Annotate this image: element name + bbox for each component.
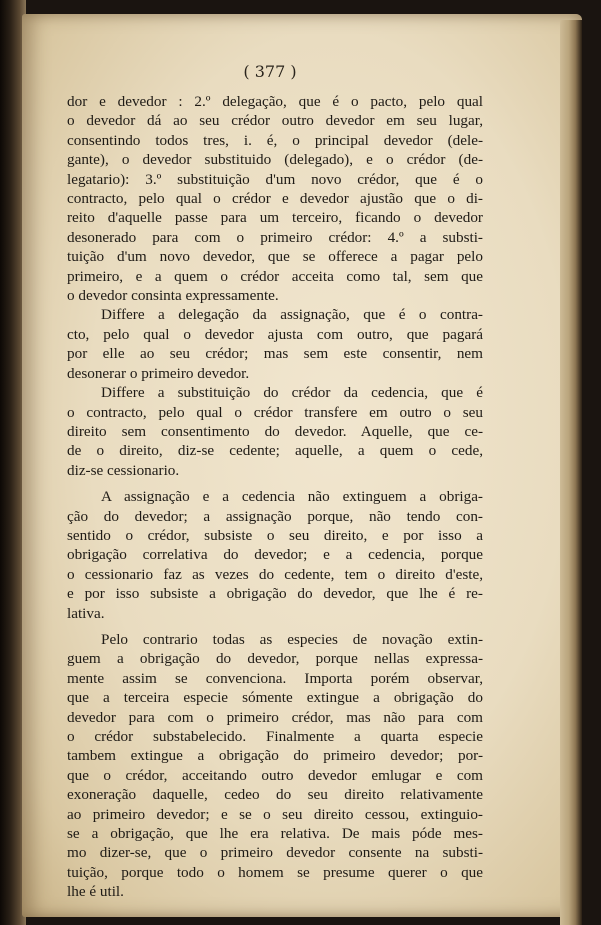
text-line: Differe a substituição do crédor da cedencia, que é	[101, 384, 483, 402]
text-line: por elle ao seu crédor; mas sem este consentir, nem	[67, 345, 483, 363]
text-line: A assignação e a cedencia não extinguem a obriga-	[101, 488, 483, 506]
text-line: Pelo contrario todas as especies de novação extin-	[101, 630, 483, 648]
text-line: reito d'aquelle passe para um terceiro, ficando o devedor	[67, 209, 483, 227]
text-line: guem a obrigação do devedor, porque nellas expressa-	[67, 650, 483, 668]
text-line: o devedor consinta expressamente.	[67, 287, 279, 305]
text-line: sentido o crédor, subsiste o seu direito, e por isso a	[67, 526, 483, 544]
text-line: dor e devedor : 2.º delegação, que é o pacto, pelo qual	[67, 93, 483, 110]
page-edge-shadow	[560, 20, 582, 925]
text-line: exoneração daquelle, cedeo do seu direito relativamente	[67, 786, 483, 804]
text-line: de o direito, diz-se cedente; aquelle, a quem o cede,	[67, 442, 483, 460]
page-text	[67, 92, 483, 902]
text-line: consentindo todos tres, i. é, o principal devedor (dele-	[67, 131, 483, 149]
text-line: lativa.	[67, 604, 105, 622]
text-line: desonerado para com o primeiro crédor: 4.º a substi-	[67, 228, 483, 246]
text-line: tambem extingue a obrigação do primeiro devedor; por-	[67, 747, 483, 765]
text-line: se a obrigação, que lhe era relativa. De mais póde mes-	[67, 825, 483, 843]
text-line: e por isso subsiste a obrigação do devedor, que lhe é re-	[67, 585, 483, 603]
paragraph-4	[67, 487, 483, 623]
text-line: Differe a delegação da assignação, que é o contra-	[101, 306, 483, 324]
text-line: lhe é util.	[67, 883, 124, 901]
text-line: legatario): 3.º substituição d'um novo crédor, que é o	[67, 170, 483, 188]
paragraph-3	[67, 383, 483, 480]
text-line: mente assim se convenciona. Importa porém observar,	[67, 669, 483, 687]
text-line: o devedor dá ao seu crédor outro devedor em seu lugar,	[67, 112, 483, 130]
text-line: contracto, pelo qual o crédor e devedor ajustão que o di-	[67, 190, 483, 208]
text-line: desonerar o primeiro devedor.	[67, 364, 250, 382]
text-line: diz-se cessionario.	[67, 461, 180, 479]
text-line: que o crédor, acceitando outro devedor emlugar e com	[67, 766, 483, 784]
text-line: primeiro, e a quem o crédor acceita como tal, sem que	[67, 267, 483, 285]
text-line: ao primeiro devedor; e se o seu direito cessou, extinguio-	[67, 805, 483, 823]
text-line: direito sem consentimento do devedor. Aquelle, que ce-	[67, 422, 483, 440]
text-line: o contracto, pelo qual o crédor transfere em outro o seu	[67, 403, 483, 421]
text-line: obrigação correlativa do devedor; e a cedencia, porque	[67, 546, 483, 564]
text-line: mo dizer-se, que o primeiro devedor consente na substi-	[67, 844, 483, 862]
text-line: o crédor substabelecido. Finalmente a quarta especie	[67, 728, 483, 745]
text-line: que a terceira especie sómente extingue a obrigação do	[67, 689, 483, 707]
paragraph-5	[67, 630, 483, 902]
text-line: tuição d'um novo devedor, que se offerece a pagar pelo	[67, 248, 483, 266]
text-line: tuição, porque todo o homem se presume querer o que	[67, 863, 483, 881]
paragraph-2	[67, 305, 483, 383]
page-number: ( 377 )	[243, 62, 297, 81]
text-line: cto, pelo qual o devedor ajusta com outro, que pagará	[67, 325, 483, 343]
text-line: o cessionario faz as vezes do cedente, tem o direito d'este,	[67, 565, 483, 583]
text-line: devedor para com o primeiro crédor, mas não para com	[67, 708, 483, 726]
text-line: ção do devedor; a assignação porque, não tendo con-	[67, 507, 483, 525]
paragraph-1	[67, 92, 483, 305]
text-line: gante), o devedor substituido (delegado), e o crédor (de-	[67, 151, 483, 169]
